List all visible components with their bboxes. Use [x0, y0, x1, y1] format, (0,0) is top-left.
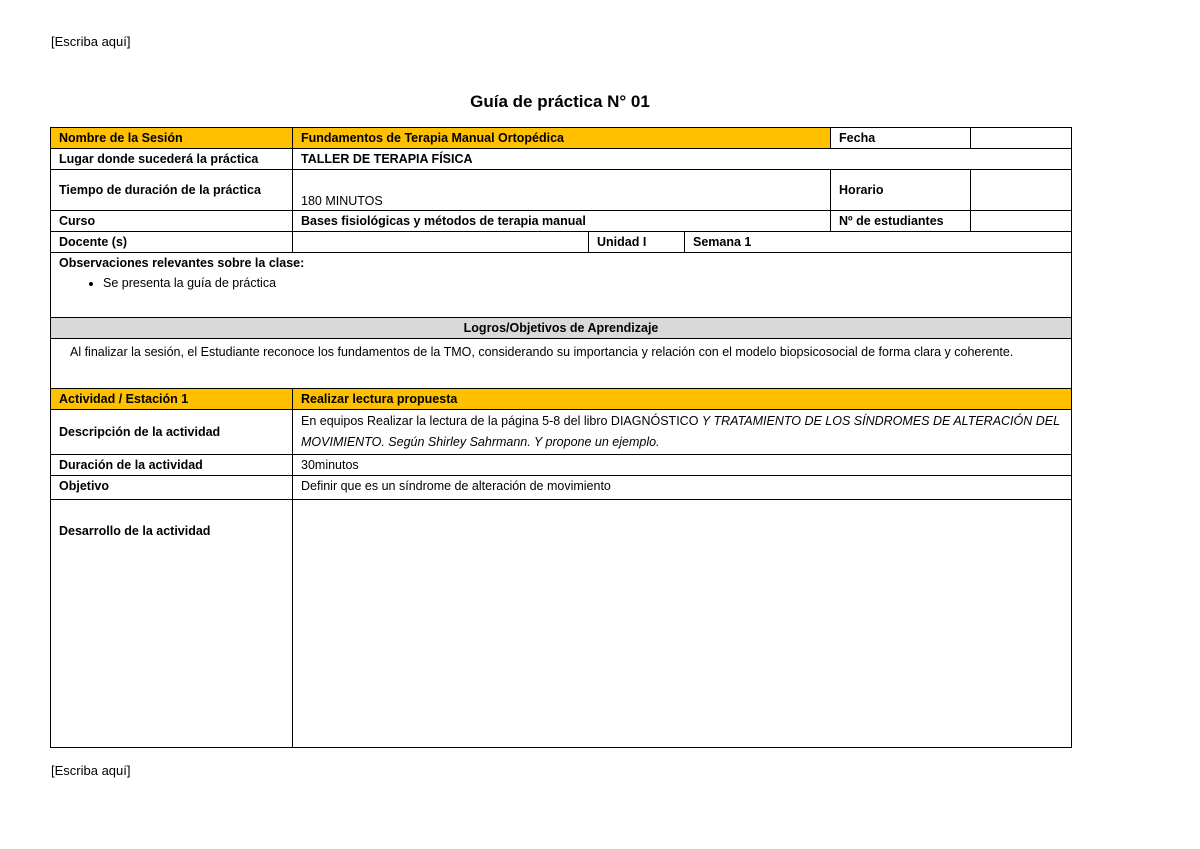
development-value[interactable] — [293, 500, 1072, 748]
unit-label: Unidad I — [589, 232, 685, 253]
page-header: [Escriba aquí] — [51, 34, 131, 49]
duration-value: 180 MINUTOS — [293, 170, 831, 211]
place-value: TALLER DE TERAPIA FÍSICA — [293, 149, 1072, 170]
schedule-value[interactable] — [971, 170, 1072, 211]
activity-value: Realizar lectura propuesta — [293, 389, 1072, 410]
description-value — [293, 410, 1072, 455]
page-footer: [Escriba aquí] — [51, 763, 131, 778]
date-label: Fecha — [831, 128, 971, 149]
session-name-value: Fundamentos de Terapia Manual Ortopédica — [293, 128, 831, 149]
activity-header-row — [51, 389, 1072, 410]
session-name-row — [51, 128, 1072, 149]
teacher-label: Docente (s) — [51, 232, 293, 253]
course-row — [51, 211, 1072, 232]
objectives-text-row — [51, 339, 1072, 389]
development-row — [51, 500, 1072, 748]
objective-value: Definir que es un síndrome de alteración de movimiento — [293, 476, 1072, 500]
course-label: Curso — [51, 211, 293, 232]
date-value[interactable] — [971, 128, 1072, 149]
activity-label: Actividad / Estación 1 — [51, 389, 293, 410]
objectives-text: Al finalizar la sesión, el Estudiante reconoce los fundamentos de la TMO, considerando su importancia y relación con el modelo biopsicosocial de forma clara y coherente. — [51, 339, 1072, 389]
duration-row — [51, 170, 1072, 211]
description-row — [51, 410, 1072, 455]
observations-label: Observaciones relevantes sobre la clase: — [59, 256, 305, 270]
schedule-label: Horario — [831, 170, 971, 211]
activity-duration-row — [51, 455, 1072, 476]
teacher-value[interactable] — [293, 232, 589, 253]
description-text: En equipos Realizar la lectura de la página 5-8 del libro DIAGNÓSTICO — [301, 414, 702, 428]
place-label: Lugar donde sucederá la práctica — [51, 149, 293, 170]
week-label: Semana 1 — [685, 232, 1072, 253]
objectives-header: Logros/Objetivos de Aprendizaje — [51, 318, 1072, 339]
teacher-row — [51, 232, 1072, 253]
objective-label: Objetivo — [51, 476, 293, 500]
place-row — [51, 149, 1072, 170]
activity-duration-value: 30minutos — [293, 455, 1072, 476]
description-label: Descripción de la actividad — [51, 410, 293, 455]
activity-duration-label: Duración de la actividad — [51, 455, 293, 476]
development-label: Desarrollo de la actividad — [51, 500, 293, 748]
objectives-header-row — [51, 318, 1072, 339]
observations-cell — [51, 253, 1072, 318]
page-title: Guía de práctica N° 01 — [470, 92, 650, 111]
practice-guide-table — [50, 127, 1072, 748]
duration-label: Tiempo de duración de la práctica — [51, 170, 293, 211]
observation-item: • Se presenta la guía de práctica — [103, 274, 1063, 292]
students-label: Nº de estudiantes — [831, 211, 971, 232]
objective-row — [51, 476, 1072, 500]
observations-list — [59, 274, 1063, 292]
course-value: Bases fisiológicas y métodos de terapia manual — [293, 211, 831, 232]
description-book-title: Y TRATAMIENTO DE LOS SÍNDROMES DE ALTERACIÓN DEL MOVIMIENTO. Según Shirley Sahrmann. Y propone un ejemplo. — [301, 414, 1060, 449]
students-value[interactable] — [971, 211, 1072, 232]
session-name-label: Nombre de la Sesión — [51, 128, 293, 149]
observations-row — [51, 253, 1072, 318]
